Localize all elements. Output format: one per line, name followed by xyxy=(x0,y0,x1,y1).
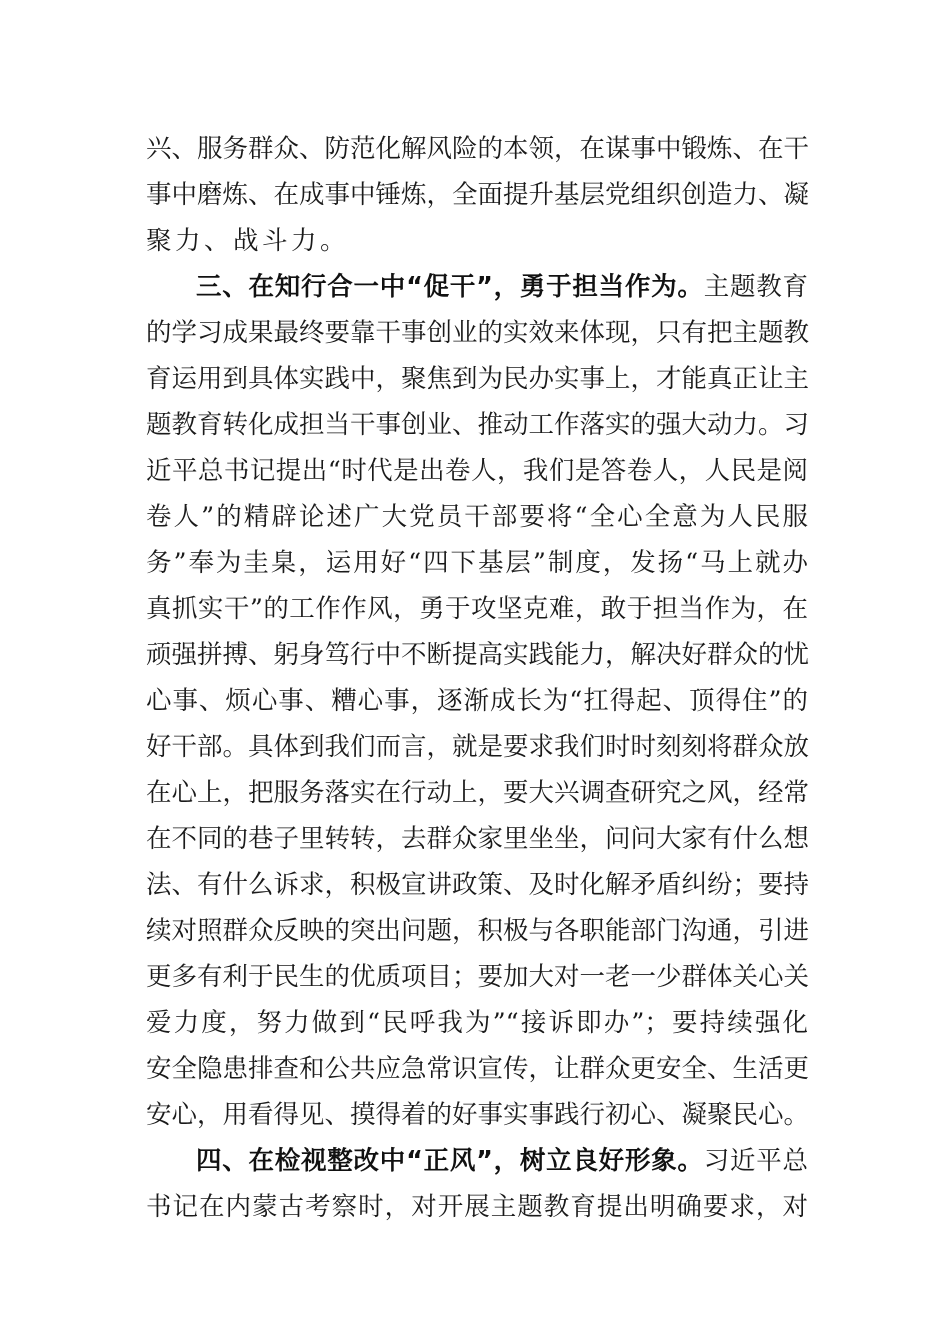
section-3-heading: 三、在知行合一中“促干”，勇于担当作为。 xyxy=(196,272,704,302)
paragraph-2-line: 更多有利于民生的优质项目；要加大对一老一少群体关心关 xyxy=(146,962,810,992)
paragraph-2-line: 育运用到具体实践中，聚焦到为民办实事上，才能真正让主 xyxy=(146,364,810,394)
paragraph-3-first-line-text: 习近平总 xyxy=(703,1146,808,1176)
paragraph-2-line: 卷人”的精辟论述广大党员干部要将“全心全意为人民服 xyxy=(146,502,808,532)
paragraph-2-line: 安心，用看得见、摸得着的好事实事践行初心、凝聚民心。 xyxy=(146,1100,810,1130)
paragraph-2-line: 安全隐患排查和公共应急常识宣传，让群众更安全、生活更 xyxy=(146,1054,810,1084)
paragraph-2-line: 顽强拼搏、躬身笃行中不断提高实践能力，解决好群众的忧 xyxy=(146,640,810,670)
paragraph-2-line: 题教育转化成担当干事创业、推动工作落实的强大动力。习 xyxy=(146,410,810,440)
paragraph-2-first-line-text: 主题教育 xyxy=(703,272,808,302)
paragraph-1-line-1: 兴、服务群众、防范化解风险的本领，在谋事中锻炼、在干 xyxy=(146,134,810,164)
paragraph-2-line: 在不同的巷子里转转，去群众家里坐坐，问问大家有什么想 xyxy=(146,824,810,854)
paragraph-1-line-3: 聚力、战斗力。 xyxy=(146,226,350,256)
paragraph-2-line: 爱力度，努力做到“民呼我为”“接诉即办”；要持续强化 xyxy=(146,1008,808,1038)
paragraph-2-line: 续对照群众反映的突出问题，积极与各职能部门沟通，引进 xyxy=(146,916,810,946)
section-4-heading: 四、在检视整改中“正风”，树立良好形象。 xyxy=(196,1146,704,1176)
paragraph-3-first-line xyxy=(196,1141,808,1181)
paragraph-2-line: 真抓实干”的工作作风，勇于攻坚克难，敢于担当作为，在 xyxy=(146,594,808,624)
paragraph-1-line-2: 事中磨炼、在成事中锤炼，全面提升基层党组织创造力、凝 xyxy=(146,180,810,210)
paragraph-3-line: 书记在内蒙古考察时，对开展主题教育提出明确要求，对 xyxy=(146,1192,808,1222)
paragraph-2-line: 的学习成果最终要靠干事创业的实效来体现，只有把主题教 xyxy=(146,318,810,348)
paragraph-2-line: 在心上，把服务落实在行动上，要大兴调查研究之风，经常 xyxy=(146,778,810,808)
paragraph-2-first-line xyxy=(196,267,808,307)
paragraph-2-line: 近平总书记提出“时代是出卷人，我们是答卷人，人民是阅 xyxy=(146,456,808,486)
paragraph-2-line: 法、有什么诉求，积极宣讲政策、及时化解矛盾纠纷；要持 xyxy=(146,870,810,900)
paragraph-2-line: 好干部。具体到我们而言，就是要求我们时时刻刻将群众放 xyxy=(146,732,810,762)
paragraph-2-line: 务”奉为圭臬，运用好“四下基层”制度，发扬“马上就办 xyxy=(146,548,808,578)
paragraph-2-line: 心事、烦心事、糟心事，逐渐成长为“扛得起、顶得住”的 xyxy=(146,686,808,716)
